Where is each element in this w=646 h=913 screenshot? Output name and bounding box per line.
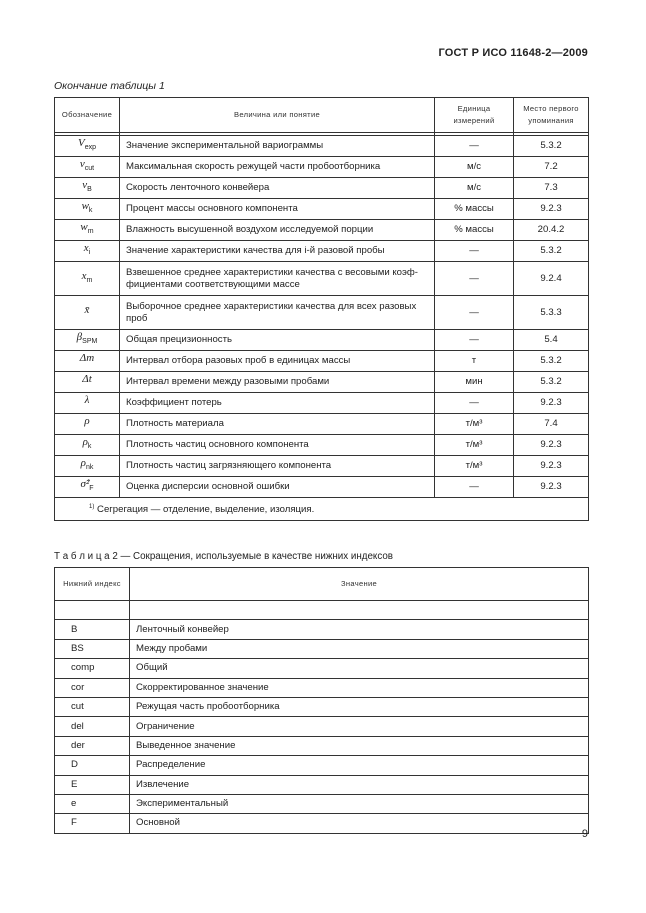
footnote-mark: 1) <box>89 504 95 511</box>
unit-cell: — <box>435 330 514 351</box>
subscripts-table <box>54 567 589 834</box>
symbol-cell <box>55 435 120 456</box>
table1-row <box>55 220 589 241</box>
unit-cell: — <box>435 296 514 330</box>
ref-cell: 5.3.2 <box>514 372 589 393</box>
symbol-cell <box>55 157 120 178</box>
symbol-cell <box>55 351 120 372</box>
symbol-subscript: m <box>87 228 94 236</box>
header-meaning: Значение <box>130 568 589 601</box>
table2-gap-row <box>55 601 589 620</box>
symbol-cell <box>55 372 120 393</box>
symbol-cell <box>55 262 120 296</box>
table2-caption: Т а б л и ц а 2 — Сокращения, используемые в качестве нижних индексов <box>54 551 393 562</box>
meaning-cell: Извлечение <box>130 775 589 794</box>
header-symbol: Обозначение <box>55 98 120 133</box>
unit-cell: т/м³ <box>435 435 514 456</box>
symbol-cell <box>55 456 120 477</box>
symbol-subscript: i <box>88 249 91 257</box>
symbol-subscript: nk <box>85 464 94 472</box>
index-cell: e <box>55 794 130 813</box>
table2-row <box>55 814 589 833</box>
symbol-text: ν <box>79 158 85 171</box>
symbol-cell <box>55 477 120 498</box>
table1-row <box>55 477 589 498</box>
header-ref: Место первого упоминания <box>514 98 589 133</box>
symbol-cell <box>55 296 120 330</box>
ref-cell: 7.3 <box>514 178 589 199</box>
ref-cell: 20.4.2 <box>514 220 589 241</box>
table1-body <box>55 133 589 521</box>
symbol-text: β <box>76 331 83 344</box>
footnote-text: Сегрегация — отделение, выделение, изоляция. <box>97 504 315 516</box>
symbol-text: x <box>83 242 89 255</box>
index-cell: F <box>55 814 130 833</box>
table2-row <box>55 659 589 678</box>
table1-row <box>55 157 589 178</box>
ref-cell: 9.2.3 <box>514 393 589 414</box>
header-quantity: Величина или понятие <box>120 98 435 133</box>
symbol-cell <box>55 393 120 414</box>
unit-cell: — <box>435 241 514 262</box>
ref-cell: 9.2.3 <box>514 456 589 477</box>
table1-caption: Окончание таблицы 1 <box>54 80 165 92</box>
table1-row <box>55 199 589 220</box>
symbol-cell <box>55 178 120 199</box>
table2-row <box>55 620 589 639</box>
ref-cell: 9.2.3 <box>514 199 589 220</box>
table2-header-row <box>55 568 589 601</box>
ref-cell: 5.4 <box>514 330 589 351</box>
table2-row <box>55 697 589 716</box>
unit-cell: — <box>435 477 514 498</box>
symbol-cell <box>55 414 120 435</box>
table2-row <box>55 775 589 794</box>
unit-cell: % массы <box>435 199 514 220</box>
unit-cell: — <box>435 136 514 157</box>
table1-footnote-row <box>55 498 589 521</box>
table1-row <box>55 330 589 351</box>
symbol-text: Δm <box>79 352 95 365</box>
table2-row <box>55 639 589 658</box>
meaning-cell: Общий <box>130 659 589 678</box>
quantity-cell: Процент массы основного компонента <box>120 199 435 220</box>
table1-row <box>55 262 589 296</box>
table1-row <box>55 456 589 477</box>
quantity-cell: Скорость ленточного конвейера <box>120 178 435 199</box>
unit-cell: м/с <box>435 178 514 199</box>
index-cell: comp <box>55 659 130 678</box>
unit-cell: — <box>435 393 514 414</box>
table2-body <box>55 601 589 834</box>
index-cell: BS <box>55 639 130 658</box>
table2-row <box>55 678 589 697</box>
table1-row <box>55 136 589 157</box>
index-cell: cor <box>55 678 130 697</box>
table1-row <box>55 241 589 262</box>
unit-cell: т/м³ <box>435 414 514 435</box>
unit-cell: м/с <box>435 157 514 178</box>
quantity-cell: Выборочное среднее характеристики качества для всех разовых проб <box>120 296 435 330</box>
ref-cell: 9.2.3 <box>514 477 589 498</box>
table1-row <box>55 296 589 330</box>
ref-cell: 7.4 <box>514 414 589 435</box>
quantity-cell: Значение экспериментальной вариограммы <box>120 136 435 157</box>
symbol-subscript: exp <box>84 144 97 152</box>
quantity-cell: Взвешенное среднее характеристики качества с весовыми коэф-фициентами соответствующими массе <box>120 262 435 296</box>
symbol-subscript: B <box>87 186 92 194</box>
unit-cell: — <box>435 262 514 296</box>
index-cell: cut <box>55 697 130 716</box>
ref-cell: 5.3.2 <box>514 351 589 372</box>
index-cell: D <box>55 756 130 775</box>
footnote <box>55 498 589 521</box>
symbol-cell <box>55 136 120 157</box>
symbol-subscript: cut <box>84 165 95 173</box>
index-cell: der <box>55 736 130 755</box>
ref-cell: 7.2 <box>514 157 589 178</box>
table1-row <box>55 393 589 414</box>
symbol-text: ν <box>82 179 88 192</box>
meaning-cell: Ленточный конвейер <box>130 620 589 639</box>
meaning-cell: Экспериментальный <box>130 794 589 813</box>
symbol-subscript: k <box>88 207 93 215</box>
symbol-text: λ <box>84 394 90 407</box>
table2-row <box>55 736 589 755</box>
index-cell: E <box>55 775 130 794</box>
quantity-cell: Плотность частиц загрязняющего компонента <box>120 456 435 477</box>
symbol-text: σ̂² <box>80 478 90 491</box>
quantity-cell: Влажность высушенной воздухом исследуемой порции <box>120 220 435 241</box>
ref-cell: 9.2.4 <box>514 262 589 296</box>
header-index: Нижний индекс <box>55 568 130 601</box>
symbol-text: w <box>80 221 88 234</box>
ref-cell: 9.2.3 <box>514 435 589 456</box>
table1-row <box>55 372 589 393</box>
symbol-subscript: SPM <box>82 338 98 346</box>
symbol-text: ρ <box>82 436 88 449</box>
symbol-text: Δt <box>82 373 92 386</box>
symbol-text: w <box>81 200 89 213</box>
index-cell: B <box>55 620 130 639</box>
table1-header-row <box>55 98 589 133</box>
symbol-text: ρ <box>84 415 90 428</box>
table1-row <box>55 178 589 199</box>
symbol-text: x̄ <box>84 303 90 316</box>
symbol-text: x <box>81 269 87 282</box>
meaning-cell: Ограничение <box>130 717 589 736</box>
symbol-text: V <box>77 137 85 150</box>
table1-row <box>55 351 589 372</box>
table2-row <box>55 717 589 736</box>
meaning-cell: Выведенное значение <box>130 736 589 755</box>
quantity-cell: Коэффициент потерь <box>120 393 435 414</box>
ref-cell: 5.3.3 <box>514 296 589 330</box>
meaning-cell: Основной <box>130 814 589 833</box>
symbol-cell <box>55 241 120 262</box>
quantity-cell: Интервал времени между разовыми пробами <box>120 372 435 393</box>
symbol-subscript: m <box>86 277 93 285</box>
quantity-cell: Оценка дисперсии основной ошибки <box>120 477 435 498</box>
quantity-cell: Плотность частиц основного компонента <box>120 435 435 456</box>
table2-row <box>55 756 589 775</box>
meaning-cell: Режущая часть пробоотборника <box>130 697 589 716</box>
header-unit: Единица измерений <box>435 98 514 133</box>
page-number: 9 <box>581 828 588 840</box>
symbol-text: ρ <box>80 457 86 470</box>
symbol-cell <box>55 220 120 241</box>
meaning-cell: Скорректированное значение <box>130 678 589 697</box>
meaning-cell: Между пробами <box>130 639 589 658</box>
table1-row <box>55 414 589 435</box>
meaning-cell: Распределение <box>130 756 589 775</box>
quantity-cell: Общая прецизионность <box>120 330 435 351</box>
table2-row <box>55 794 589 813</box>
symbol-subscript: F <box>89 485 94 493</box>
symbol-subscript: k <box>87 443 92 451</box>
quantity-cell: Интервал отбора разовых проб в единицах массы <box>120 351 435 372</box>
document-header: ГОСТ Р ИСО 11648-2—2009 <box>438 47 588 59</box>
unit-cell: т/м³ <box>435 456 514 477</box>
symbol-cell <box>55 199 120 220</box>
symbols-table <box>54 97 589 521</box>
quantity-cell: Значение характеристики качества для i-й разовой пробы <box>120 241 435 262</box>
ref-cell: 5.3.2 <box>514 136 589 157</box>
ref-cell: 5.3.2 <box>514 241 589 262</box>
unit-cell: мин <box>435 372 514 393</box>
quantity-cell: Плотность материала <box>120 414 435 435</box>
table1-row <box>55 435 589 456</box>
unit-cell: % массы <box>435 220 514 241</box>
symbol-cell <box>55 330 120 351</box>
quantity-cell: Максимальная скорость режущей части пробоотборника <box>120 157 435 178</box>
unit-cell: т <box>435 351 514 372</box>
index-cell: del <box>55 717 130 736</box>
